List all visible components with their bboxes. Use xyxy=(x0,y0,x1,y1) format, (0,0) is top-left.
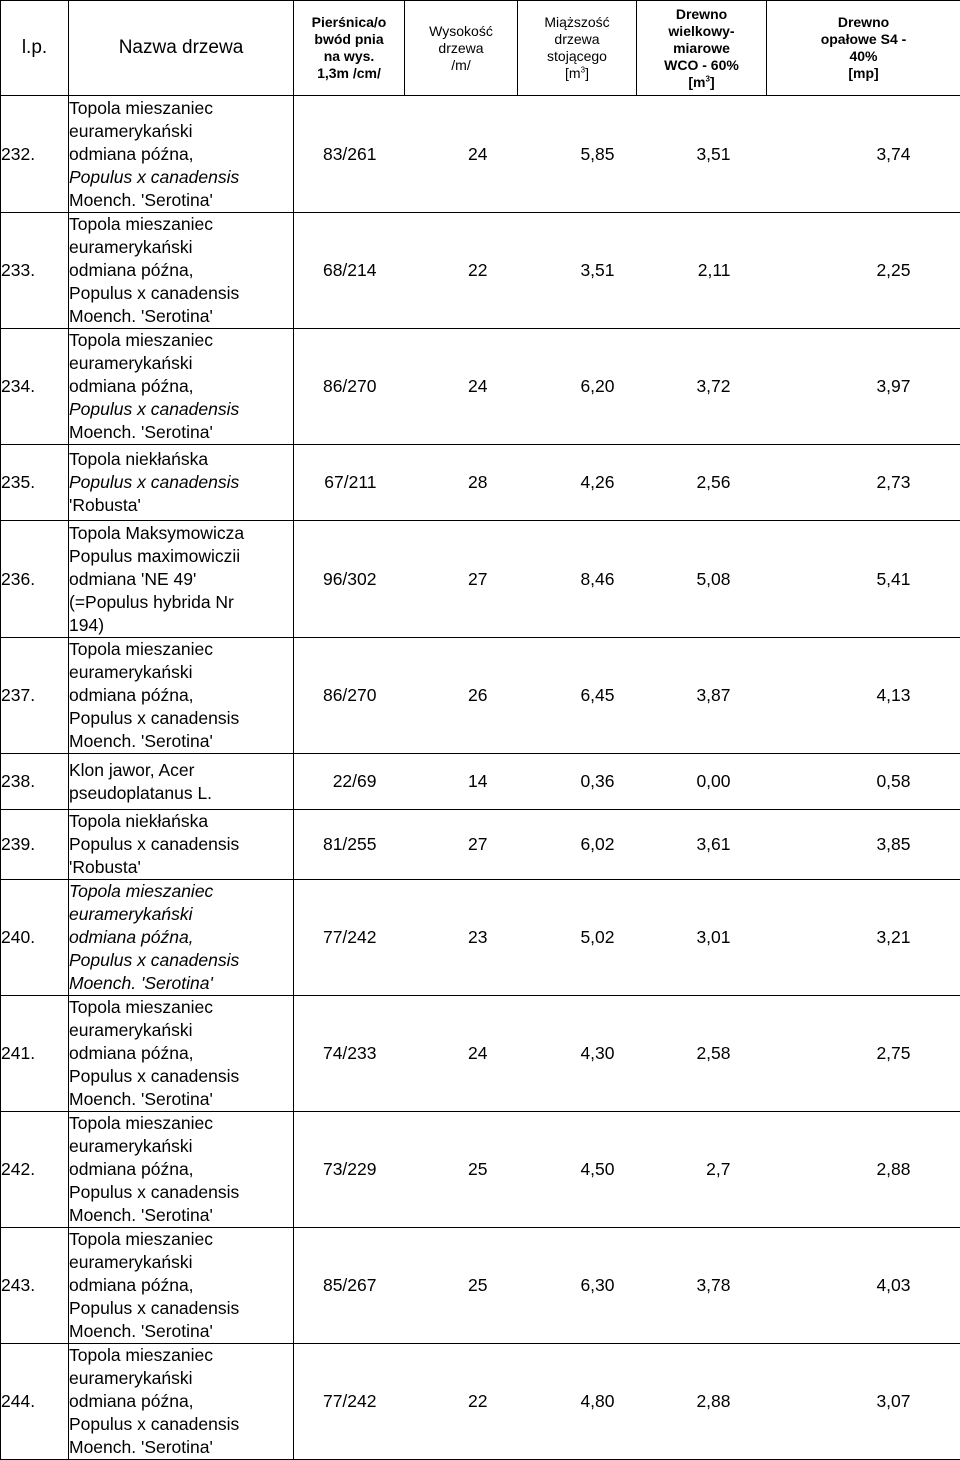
volume-value: 6,20 xyxy=(518,329,637,445)
tree-name-line: Topola niekłańska xyxy=(69,810,293,833)
tree-name-line: Moench. 'Serotina' xyxy=(69,730,293,753)
fuel-wood-value: 0,58 xyxy=(767,754,960,810)
tree-name-line: Populus x canadensis xyxy=(69,949,293,972)
height-value: 26 xyxy=(405,638,518,754)
table-row xyxy=(1,213,960,329)
row-number: 233. xyxy=(1,213,69,329)
tree-name-line: pseudoplatanus L. xyxy=(69,782,293,805)
tree-name xyxy=(69,329,294,445)
row-number: 238. xyxy=(1,754,69,810)
tree-name-line: Populus x canadensis xyxy=(69,1065,293,1088)
tree-name-line: euramerykański xyxy=(69,120,293,143)
table-header xyxy=(1,1,960,96)
volume-value: 4,50 xyxy=(518,1112,637,1228)
tree-name-line: Populus x canadensis xyxy=(69,1181,293,1204)
height-value: 28 xyxy=(405,445,518,521)
large-timber-value: 3,61 xyxy=(637,810,767,880)
col-height-header: Wysokość drzewa /m/ xyxy=(405,1,518,96)
tree-name-line: Populus x canadensis xyxy=(69,833,293,856)
circumference-value: 67/211 xyxy=(294,445,405,521)
tree-name xyxy=(69,521,294,638)
tree-name-line: Moench. 'Serotina' xyxy=(69,189,293,212)
tree-name-line: Topola mieszaniec xyxy=(69,1112,293,1135)
tree-name xyxy=(69,213,294,329)
tree-name-line: Moench. 'Serotina' xyxy=(69,305,293,328)
tree-name-line: odmiana późna, xyxy=(69,143,293,166)
fuel-wood-value: 3,74 xyxy=(767,96,960,213)
table-row xyxy=(1,1344,960,1460)
circumference-value: 85/267 xyxy=(294,1228,405,1344)
row-number: 237. xyxy=(1,638,69,754)
large-timber-value: 3,51 xyxy=(637,96,767,213)
tree-name-line: Moench. 'Serotina' xyxy=(69,1320,293,1343)
tree-name-line: Populus x canadensis xyxy=(69,398,293,421)
row-number: 240. xyxy=(1,880,69,996)
col-circumference-header: Pierśnica/o bwód pnia na wys. 1,3m /cm/ xyxy=(294,1,405,96)
tree-name xyxy=(69,996,294,1112)
volume-value: 6,45 xyxy=(518,638,637,754)
height-value: 27 xyxy=(405,521,518,638)
volume-value: 0,36 xyxy=(518,754,637,810)
volume-value: 5,85 xyxy=(518,96,637,213)
circumference-value: 83/261 xyxy=(294,96,405,213)
tree-name-line: odmiana późna, xyxy=(69,1158,293,1181)
large-timber-value: 3,78 xyxy=(637,1228,767,1344)
tree-name-line: Topola mieszaniec xyxy=(69,638,293,661)
large-timber-value: 5,08 xyxy=(637,521,767,638)
tree-name-line: odmiana późna, xyxy=(69,259,293,282)
tree-name-line: Topola mieszaniec xyxy=(69,329,293,352)
tree-name-line: Populus x canadensis xyxy=(69,1413,293,1436)
tree-name-line: Topola mieszaniec xyxy=(69,1344,293,1367)
tree-name-line: euramerykański xyxy=(69,236,293,259)
tree-name xyxy=(69,1112,294,1228)
large-timber-value: 2,7 xyxy=(637,1112,767,1228)
height-value: 25 xyxy=(405,1112,518,1228)
circumference-value: 77/242 xyxy=(294,880,405,996)
tree-name-line: Topola niekłańska xyxy=(69,448,293,471)
height-value: 14 xyxy=(405,754,518,810)
circumference-value: 96/302 xyxy=(294,521,405,638)
tree-name-line: Topola mieszaniec xyxy=(69,213,293,236)
fuel-wood-value: 2,75 xyxy=(767,996,960,1112)
height-value: 27 xyxy=(405,810,518,880)
tree-name-line: odmiana późna, xyxy=(69,1274,293,1297)
tree-name-line: odmiana późna, xyxy=(69,684,293,707)
tree-name xyxy=(69,445,294,521)
volume-value: 4,30 xyxy=(518,996,637,1112)
large-timber-value: 3,01 xyxy=(637,880,767,996)
tree-name-line: euramerykański xyxy=(69,661,293,684)
volume-value: 4,80 xyxy=(518,1344,637,1460)
volume-value: 3,51 xyxy=(518,213,637,329)
tree-name-line: 'Robusta' xyxy=(69,494,293,517)
fuel-wood-value: 3,21 xyxy=(767,880,960,996)
tree-name-line: odmiana późna, xyxy=(69,375,293,398)
row-number: 243. xyxy=(1,1228,69,1344)
tree-name-line: 194) xyxy=(69,614,293,637)
tree-name xyxy=(69,810,294,880)
col-volume-header: Miąższość drzewa stojącego $[m^3]$ xyxy=(518,1,637,96)
tree-name-line: Populus maximowiczii xyxy=(69,545,293,568)
tree-name-line: 'Robusta' xyxy=(69,856,293,879)
circumference-value: 73/229 xyxy=(294,1112,405,1228)
circumference-value: 86/270 xyxy=(294,638,405,754)
row-number: 241. xyxy=(1,996,69,1112)
col-fuel-wood-header: Drewno opałowe S4 - 40% [mp] xyxy=(767,1,960,96)
volume-value: 8,46 xyxy=(518,521,637,638)
row-number: 239. xyxy=(1,810,69,880)
table-body xyxy=(1,96,960,1460)
fuel-wood-value: 2,73 xyxy=(767,445,960,521)
tree-name-line: Moench. 'Serotina' xyxy=(69,1204,293,1227)
height-value: 22 xyxy=(405,1344,518,1460)
col-lp-header: l.p. xyxy=(1,1,69,96)
table-row xyxy=(1,521,960,638)
tree-name-line: odmiana późna, xyxy=(69,1042,293,1065)
table-row xyxy=(1,329,960,445)
volume-value: 6,02 xyxy=(518,810,637,880)
fuel-wood-value: 4,13 xyxy=(767,638,960,754)
table-row xyxy=(1,754,960,810)
circumference-value: 81/255 xyxy=(294,810,405,880)
tree-name-line: euramerykański xyxy=(69,352,293,375)
fuel-wood-value: 3,07 xyxy=(767,1344,960,1460)
circumference-value: 77/242 xyxy=(294,1344,405,1460)
table-row xyxy=(1,638,960,754)
tree-name-line: Topola mieszaniec xyxy=(69,97,293,120)
col-large-timber-header: Drewno wielkowy- miarowe WCO - 60% $[m^3]$ xyxy=(637,1,767,96)
row-number: 235. xyxy=(1,445,69,521)
tree-name xyxy=(69,638,294,754)
row-number: 236. xyxy=(1,521,69,638)
tree-name-line: odmiana późna, xyxy=(69,926,293,949)
tree-name-line: Populus x canadensis xyxy=(69,282,293,305)
table-row xyxy=(1,1228,960,1344)
tree-name-line: Moench. 'Serotina' xyxy=(69,1436,293,1459)
tree-name-line: Topola mieszaniec xyxy=(69,1228,293,1251)
large-timber-value: 2,58 xyxy=(637,996,767,1112)
row-number: 242. xyxy=(1,1112,69,1228)
row-number: 232. xyxy=(1,96,69,213)
large-timber-value: 3,72 xyxy=(637,329,767,445)
table-row xyxy=(1,810,960,880)
large-timber-value: 2,56 xyxy=(637,445,767,521)
fuel-wood-value: 3,85 xyxy=(767,810,960,880)
volume-value: 5,02 xyxy=(518,880,637,996)
large-timber-value: 0,00 xyxy=(637,754,767,810)
tree-name-line: Topola mieszaniec xyxy=(69,880,293,903)
table-row xyxy=(1,96,960,213)
tree-name xyxy=(69,96,294,213)
circumference-value: 22/69 xyxy=(294,754,405,810)
tree-name-line: euramerykański xyxy=(69,1135,293,1158)
fuel-wood-value: 3,97 xyxy=(767,329,960,445)
tree-name xyxy=(69,754,294,810)
tree-name-line: Populus x canadensis xyxy=(69,471,293,494)
circumference-value: 74/233 xyxy=(294,996,405,1112)
tree-name-line: Moench. 'Serotina' xyxy=(69,1088,293,1111)
tree-name-line: Populus x canadensis xyxy=(69,707,293,730)
tree-name-line: Populus x canadensis xyxy=(69,166,293,189)
row-number: 234. xyxy=(1,329,69,445)
large-timber-value: 2,88 xyxy=(637,1344,767,1460)
tree-name xyxy=(69,880,294,996)
tree-name-line: Moench. 'Serotina' xyxy=(69,972,293,995)
height-value: 22 xyxy=(405,213,518,329)
large-timber-value: 3,87 xyxy=(637,638,767,754)
height-value: 24 xyxy=(405,96,518,213)
tree-name xyxy=(69,1228,294,1344)
tree-name-line: euramerykański xyxy=(69,1019,293,1042)
col-name-header: Nazwa drzewa xyxy=(69,1,294,96)
circumference-value: 68/214 xyxy=(294,213,405,329)
large-timber-value: 2,11 xyxy=(637,213,767,329)
table-row xyxy=(1,996,960,1112)
tree-name-line: Klon jawor, Acer xyxy=(69,759,293,782)
tree-name-line: Populus x canadensis xyxy=(69,1297,293,1320)
tree-name-line: Topola mieszaniec xyxy=(69,996,293,1019)
height-value: 25 xyxy=(405,1228,518,1344)
tree-name-line: Topola Maksymowicza xyxy=(69,522,293,545)
table-row xyxy=(1,880,960,996)
table-row xyxy=(1,1112,960,1228)
circumference-value: 86/270 xyxy=(294,329,405,445)
row-number: 244. xyxy=(1,1344,69,1460)
height-value: 24 xyxy=(405,329,518,445)
table-row xyxy=(1,445,960,521)
tree-name-line: Moench. 'Serotina' xyxy=(69,421,293,444)
fuel-wood-value: 2,88 xyxy=(767,1112,960,1228)
tree-name xyxy=(69,1344,294,1460)
fuel-wood-value: 4,03 xyxy=(767,1228,960,1344)
tree-name-line: euramerykański xyxy=(69,903,293,926)
tree-name-line: odmiana 'NE 49' xyxy=(69,568,293,591)
tree-name-line: odmiana późna, xyxy=(69,1390,293,1413)
fuel-wood-value: 2,25 xyxy=(767,213,960,329)
height-value: 24 xyxy=(405,996,518,1112)
volume-value: 6,30 xyxy=(518,1228,637,1344)
fuel-wood-value: 5,41 xyxy=(767,521,960,638)
tree-name-line: euramerykański xyxy=(69,1367,293,1390)
tree-name-line: (=Populus hybrida Nr xyxy=(69,591,293,614)
height-value: 23 xyxy=(405,880,518,996)
volume-value: 4,26 xyxy=(518,445,637,521)
tree-name-line: euramerykański xyxy=(69,1251,293,1274)
